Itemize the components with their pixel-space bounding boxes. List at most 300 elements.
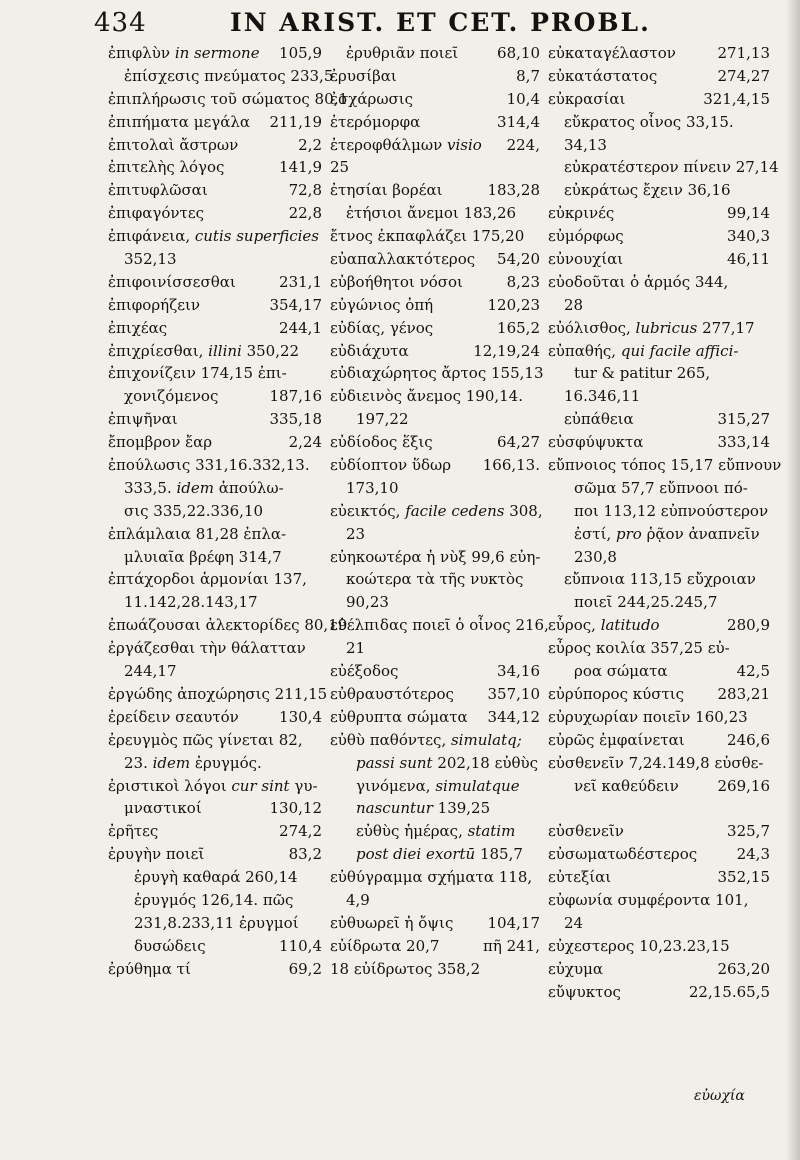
index-column-3 bbox=[548, 42, 782, 1003]
entry-term: εὐκαταγέλαστον bbox=[548, 44, 676, 62]
index-entry bbox=[330, 65, 540, 88]
entry-reference: 54,20 bbox=[497, 250, 540, 269]
index-entry bbox=[548, 385, 770, 408]
entry-reference: 69,2 bbox=[288, 959, 322, 978]
entry-term: εὐκράτως ἔχειν 36,16 bbox=[564, 181, 731, 200]
entry-term: ἐπιφάνεια, cutis superficies bbox=[108, 227, 319, 246]
index-entry bbox=[330, 202, 540, 225]
index-entry bbox=[108, 843, 322, 866]
entry-reference: 274,2 bbox=[279, 822, 322, 841]
index-entry bbox=[108, 431, 322, 454]
index-entry bbox=[330, 500, 543, 523]
entry-term: ἐριστικοὶ λόγοι cur sint γυ- bbox=[108, 776, 318, 795]
index-entry bbox=[330, 179, 540, 202]
entry-term: δυσώδεις bbox=[134, 936, 206, 955]
index-entry bbox=[548, 362, 770, 385]
index-entry bbox=[108, 935, 322, 958]
entry-term: εὐτεξίαι bbox=[548, 868, 612, 887]
index-entry bbox=[330, 797, 540, 820]
entry-reference: 335,18 bbox=[269, 410, 322, 429]
index-entry bbox=[108, 317, 322, 340]
entry-term: ἐρυγὴν ποιεῖ bbox=[108, 845, 205, 864]
index-entry bbox=[330, 156, 540, 179]
index-entry bbox=[108, 156, 322, 179]
entry-term: ἐπιφοινίσσεσθαι bbox=[108, 272, 236, 291]
index-entry bbox=[548, 752, 770, 775]
entry-term: εὔκρατος οἶνος 33,15. bbox=[564, 112, 734, 131]
entry-reference: 141,9 bbox=[279, 158, 322, 177]
entry-reference: 231,1 bbox=[279, 272, 322, 291]
entry-term: 23. idem ἐρυγμός. bbox=[124, 753, 262, 772]
entry-reference: 344,12 bbox=[487, 707, 540, 726]
index-entry bbox=[548, 317, 770, 340]
index-entry bbox=[548, 225, 770, 248]
entry-term: ἐπιπήματα μεγάλα bbox=[108, 112, 250, 131]
entry-reference: 8,23 bbox=[506, 272, 540, 291]
entry-term: ἐργάζεσθαι τὴν θάλατταν bbox=[108, 639, 306, 658]
entry-term: 230,8 bbox=[574, 547, 617, 566]
index-entry bbox=[330, 820, 540, 843]
entry-term: ἐπούλωσις 331,16.332,13. bbox=[108, 456, 310, 475]
page-header bbox=[0, 4, 800, 44]
index-entry bbox=[108, 88, 348, 111]
entry-term: εὐχυμα bbox=[548, 959, 603, 978]
index-entry bbox=[108, 775, 322, 798]
index-entry bbox=[108, 683, 328, 706]
entry-term: εὐδίοπτον ὕδωρ bbox=[330, 456, 452, 475]
entry-reference: 224, bbox=[506, 135, 540, 154]
entry-term: εὐόλισθος, lubricus 277,17 bbox=[548, 318, 755, 337]
index-entry bbox=[330, 294, 540, 317]
entry-term: 333,5. idem ἀπούλω- bbox=[124, 478, 284, 497]
entry-reference: 2,2 bbox=[298, 135, 322, 154]
index-entry bbox=[548, 88, 770, 111]
index-entry bbox=[330, 752, 540, 775]
entry-term: εὐκατάστατος bbox=[548, 66, 658, 85]
index-entry bbox=[330, 385, 540, 408]
entry-term: ἐπιχέας bbox=[108, 318, 168, 337]
entry-reference: πῆ 241, bbox=[482, 936, 540, 955]
index-entry bbox=[330, 134, 540, 157]
entry-reference: 246,6 bbox=[727, 730, 770, 749]
entry-term: ἐρευγμὸς πῶς γίνεται 82, bbox=[108, 730, 303, 749]
entry-term: 90,23 bbox=[346, 593, 389, 612]
index-entry bbox=[108, 340, 322, 363]
index-entry bbox=[108, 385, 322, 408]
entry-term: κοώτερα τὰ τῆς νυκτὸς bbox=[346, 570, 524, 589]
entry-term: ἐπιχονίζειν 174,15 ἐπι- bbox=[108, 364, 287, 383]
entry-reference: 357,10 bbox=[487, 684, 540, 703]
entry-term: ποι 113,12 εὐπνούστερον bbox=[574, 501, 769, 520]
entry-term: ἐστί, pro ῥᾷον ἀναπνεῖν bbox=[574, 524, 760, 543]
index-entry bbox=[548, 637, 770, 660]
index-entry bbox=[108, 42, 322, 65]
index-entry bbox=[548, 523, 770, 546]
index-entry bbox=[548, 500, 770, 523]
index-entry bbox=[330, 317, 540, 340]
entry-reference: 130,12 bbox=[269, 799, 322, 818]
index-entry bbox=[108, 134, 322, 157]
entry-term: ἐρείδειν σεαυτόν bbox=[108, 707, 239, 726]
index-entry bbox=[108, 820, 322, 843]
entry-reference: 211,19 bbox=[269, 112, 322, 131]
entry-term: ἐπιφλὺν in sermone bbox=[108, 44, 260, 62]
entry-reference: 274,27 bbox=[717, 66, 770, 85]
index-entry bbox=[548, 179, 770, 202]
entry-term: ἐτεροφθάλμων visio bbox=[330, 135, 482, 154]
index-entry bbox=[108, 523, 322, 546]
entry-reference: 83,2 bbox=[288, 845, 322, 864]
entry-term: εὐσθενεῖν bbox=[548, 822, 624, 841]
entry-term: 25 bbox=[330, 158, 350, 177]
entry-term: ἐτήσιοι ἄνεμοι 183,26 bbox=[346, 204, 517, 223]
entry-term: εὐδίας, γένος bbox=[330, 318, 434, 337]
entry-term: ἐπιτολαὶ ἄστρων bbox=[108, 135, 239, 154]
entry-term: εὐαπαλλακτότερος bbox=[330, 250, 476, 269]
entry-term: εὐθυωρεῖ ἡ ὄψις bbox=[330, 913, 454, 932]
entry-term: εὐρυχωρίαν ποιεῖν 160,23 bbox=[548, 707, 748, 726]
index-entry bbox=[330, 88, 540, 111]
entry-term: εὐμόρφως bbox=[548, 227, 624, 246]
entry-term: εὐχεστερος 10,23.23,15 bbox=[548, 936, 730, 955]
entry-term: ἐρυγὴ καθαρά 260,14 bbox=[134, 868, 298, 887]
entry-term: εὔπνοιος τόπος 15,17 εὔπνουν bbox=[548, 456, 782, 475]
index-entry bbox=[548, 797, 770, 820]
index-entry bbox=[108, 797, 322, 820]
entry-term: μναστικοί bbox=[124, 799, 202, 818]
index-entry bbox=[108, 706, 322, 729]
index-entry bbox=[330, 591, 540, 614]
entry-term: 34,13 bbox=[564, 135, 607, 154]
entry-term: ροα σώματα bbox=[574, 662, 668, 681]
index-entry bbox=[330, 958, 540, 981]
entry-term: εὐρύπορος κύστις bbox=[548, 684, 685, 703]
catchword: εὐωχία bbox=[694, 1088, 745, 1104]
entry-term: ἐπτάχορδοι ἁρμονίαι 137, bbox=[108, 570, 307, 589]
entry-term: εὔπνοια 113,15 εὔχροιαν bbox=[564, 570, 756, 589]
entry-term: 23 bbox=[346, 524, 366, 543]
index-entry bbox=[330, 42, 540, 65]
index-entry bbox=[330, 431, 540, 454]
entry-term: ἐπιπλήρωσις τοῦ σώματος 80,1 bbox=[108, 89, 348, 108]
entry-term: ἐρυσίβαι bbox=[330, 66, 397, 85]
entry-reference: 99,14 bbox=[727, 204, 770, 223]
entry-term: εὐσθενεῖν 7,24.149,8 εὐσθε- bbox=[548, 753, 764, 772]
entry-term: ἐσχάρωσις bbox=[330, 89, 414, 108]
index-entry bbox=[548, 935, 770, 958]
entry-term: ἐργώδης ἀποχώρησις 211,15 bbox=[108, 684, 328, 703]
index-entry bbox=[330, 775, 540, 798]
index-entry bbox=[108, 889, 322, 912]
entry-term: χονιζόμενος bbox=[124, 387, 219, 406]
running-head: IN ARIST. ET CET. PROBL. bbox=[230, 8, 651, 37]
index-entry bbox=[108, 546, 322, 569]
entry-reference: 104,17 bbox=[487, 913, 540, 932]
entry-reference: 105,9 bbox=[279, 44, 322, 62]
index-entry bbox=[548, 889, 770, 912]
index-entry bbox=[108, 660, 322, 683]
entry-term: εὐσφύψυκτα bbox=[548, 433, 644, 452]
entry-term: ἐπιφορήζειν bbox=[108, 295, 201, 314]
entry-reference: 46,11 bbox=[727, 250, 770, 269]
entry-term: ἔπομβρον ἔαρ bbox=[108, 433, 213, 452]
entry-term: ἐπιψῆναι bbox=[108, 410, 178, 429]
index-entry bbox=[548, 134, 770, 157]
index-entry bbox=[108, 202, 322, 225]
entry-term: ἐπιτυφλῶσαι bbox=[108, 181, 208, 200]
entry-reference: 72,8 bbox=[288, 181, 322, 200]
index-entry bbox=[108, 912, 322, 935]
index-entry bbox=[548, 775, 770, 798]
index-entry bbox=[548, 271, 770, 294]
entry-reference: 183,28 bbox=[487, 181, 540, 200]
entry-reference: 110,4 bbox=[279, 936, 322, 955]
index-entry bbox=[330, 111, 540, 134]
index-entry bbox=[548, 454, 782, 477]
entry-reference: 24,3 bbox=[736, 845, 770, 864]
index-entry bbox=[330, 912, 540, 935]
index-entry bbox=[108, 958, 322, 981]
index-entry bbox=[108, 271, 322, 294]
entry-reference: 2,24 bbox=[288, 433, 322, 452]
entry-term: εὐρῶς ἐμφαίνεται bbox=[548, 730, 685, 749]
entry-term: εὐνουχίαι bbox=[548, 250, 624, 269]
entry-reference: 166,13. bbox=[482, 456, 540, 475]
entry-term: 18 εὐίδρωτος 358,2 bbox=[330, 959, 481, 978]
index-entry bbox=[548, 248, 770, 271]
entry-reference: 64,27 bbox=[497, 433, 540, 452]
entry-reference: 269,16 bbox=[717, 776, 770, 795]
page-edge-shadow bbox=[786, 0, 800, 1160]
entry-reference: 333,14 bbox=[717, 433, 770, 452]
page-number: 434 bbox=[94, 8, 147, 38]
entry-term: ἐπιχρίεσθαι, illini 350,22 bbox=[108, 341, 300, 360]
entry-reference: 10,4 bbox=[506, 89, 540, 108]
entry-reference: 8,7 bbox=[516, 66, 540, 85]
index-entry bbox=[548, 202, 770, 225]
index-column-2 bbox=[330, 42, 549, 981]
entry-term: εὖρος κοιλία 357,25 εὐ- bbox=[548, 639, 730, 658]
index-entry bbox=[548, 111, 770, 134]
index-entry bbox=[108, 362, 322, 385]
entry-reference: 12,19,24 bbox=[473, 341, 540, 360]
index-entry bbox=[330, 568, 540, 591]
index-entry bbox=[330, 248, 540, 271]
entry-reference: 68,10 bbox=[497, 44, 540, 62]
entry-term: ποιεῖ 244,25.245,7 bbox=[574, 593, 718, 612]
index-entry bbox=[548, 408, 770, 431]
index-entry bbox=[108, 408, 322, 431]
index-entry bbox=[548, 912, 770, 935]
index-entry bbox=[108, 729, 322, 752]
entry-reference: 130,4 bbox=[279, 707, 322, 726]
index-entry bbox=[108, 248, 322, 271]
entry-reference: 22,15.65,5 bbox=[688, 982, 770, 1001]
entry-term: 244,17 bbox=[124, 662, 177, 681]
index-entry bbox=[548, 614, 770, 637]
index-entry bbox=[108, 591, 322, 614]
entry-term: μλυιαῖα βρέφη 314,7 bbox=[124, 547, 282, 566]
entry-term: 231,8.233,11 ἐρυγμοί bbox=[134, 913, 299, 932]
entry-term: nascuntur 139,25 bbox=[356, 799, 491, 818]
entry-term: ἐρύθημα τί bbox=[108, 959, 191, 978]
index-entry bbox=[548, 843, 770, 866]
entry-term: εὐθραυστότερος bbox=[330, 684, 454, 703]
entry-term: ἐρυγμός 126,14. πῶς bbox=[134, 890, 294, 909]
entry-term: σῶμα 57,7 εὔπνοοι πό- bbox=[574, 478, 748, 497]
entry-term: εὐδιαχώρητος ἄρτος 155,13 bbox=[330, 364, 544, 383]
entry-term: ἐπλάμλαια 81,28 ἐπλα- bbox=[108, 524, 287, 543]
index-entry bbox=[330, 935, 540, 958]
entry-term: passi sunt 202,18 εὐθὺς bbox=[356, 753, 539, 772]
index-entry bbox=[108, 225, 322, 248]
index-entry bbox=[108, 752, 322, 775]
entry-term: εὐίδρωτα 20,7 bbox=[330, 936, 440, 955]
index-entry bbox=[548, 591, 770, 614]
index-entry bbox=[330, 454, 540, 477]
index-entry bbox=[108, 454, 322, 477]
index-entry bbox=[548, 820, 770, 843]
entry-term: εὐθύγραμμα σχήματα 118, bbox=[330, 868, 533, 887]
entry-reference: 244,1 bbox=[279, 318, 322, 337]
entry-term: νεῖ καθεύδειν bbox=[574, 776, 679, 795]
entry-reference: 283,21 bbox=[717, 684, 770, 703]
index-entry bbox=[330, 225, 540, 248]
index-entry bbox=[330, 866, 540, 889]
entry-term: 197,22 bbox=[356, 410, 409, 429]
entry-term: post diei exortū 185,7 bbox=[356, 845, 523, 864]
entry-term: ἐπιφαγόντες bbox=[108, 204, 205, 223]
index-entry bbox=[108, 111, 322, 134]
index-entry bbox=[330, 408, 540, 431]
index-entry bbox=[548, 568, 770, 591]
entry-reference: 42,5 bbox=[736, 662, 770, 681]
entry-reference: 354,17 bbox=[269, 295, 322, 314]
index-entry bbox=[548, 706, 770, 729]
entry-term: εὔψυκτος bbox=[548, 982, 621, 1001]
entry-term: εὖρος, latitudo bbox=[548, 616, 660, 635]
entry-reference: 263,20 bbox=[717, 959, 770, 978]
entry-term: εὐθὺς ἡμέρας, statim bbox=[356, 822, 516, 841]
index-entry bbox=[108, 65, 334, 88]
index-entry bbox=[548, 156, 779, 179]
entry-reference: 165,2 bbox=[497, 318, 540, 337]
index-entry bbox=[108, 179, 322, 202]
index-entry bbox=[330, 477, 540, 500]
entry-reference: 325,7 bbox=[727, 822, 770, 841]
entry-term: ἔτνος ἐκπαφλάζει 175,20 bbox=[330, 227, 525, 246]
index-entry bbox=[548, 546, 770, 569]
entry-reference: 314,4 bbox=[497, 112, 540, 131]
index-entry bbox=[108, 568, 322, 591]
entry-reference: 315,27 bbox=[717, 410, 770, 429]
index-entry bbox=[330, 271, 540, 294]
entry-term: εὐκρατέστερον πίνειν 27,14 bbox=[564, 158, 779, 177]
entry-reference: 120,23 bbox=[487, 295, 540, 314]
index-entry bbox=[330, 637, 540, 660]
entry-reference: 22,8 bbox=[288, 204, 322, 223]
entry-term: εὐεικτός, facile cedens 308, bbox=[330, 501, 543, 520]
index-entry bbox=[330, 729, 540, 752]
entry-reference: 271,13 bbox=[717, 44, 770, 62]
entry-term: ἐτερόμορφα bbox=[330, 112, 421, 131]
entry-term: εὐθρυπτα σώματα bbox=[330, 707, 468, 726]
index-entry bbox=[548, 340, 770, 363]
index-entry bbox=[548, 660, 770, 683]
index-entry bbox=[548, 294, 770, 317]
entry-term: εὐφωνία συμφέροντα 101, bbox=[548, 890, 749, 909]
index-entry bbox=[330, 546, 540, 569]
index-entry bbox=[548, 683, 770, 706]
entry-reference: 340,3 bbox=[727, 227, 770, 246]
entry-term: tur & patitur 265, bbox=[574, 364, 711, 383]
entry-term: εὐγώνιος ὀπή bbox=[330, 295, 434, 314]
index-entry bbox=[108, 866, 322, 889]
index-entry bbox=[548, 729, 770, 752]
index-entry bbox=[330, 660, 540, 683]
entry-term: 173,10 bbox=[346, 478, 399, 497]
entry-term: εὐέλπιδας ποιεῖ ὁ οἶνος 216, bbox=[330, 616, 549, 635]
index-entry bbox=[548, 981, 770, 1004]
entry-term: εὐδιεινὸς ἄνεμος 190,14. bbox=[330, 387, 523, 406]
entry-reference: 321,4,15 bbox=[703, 89, 770, 108]
entry-term: εὐθὺ παθόντες, simulatq; bbox=[330, 730, 522, 749]
entry-term: σις 335,22.336,10 bbox=[124, 501, 264, 520]
index-entry bbox=[548, 866, 770, 889]
entry-term: εὐδιάχυτα bbox=[330, 341, 409, 360]
entry-term: εὐσωματωδέστερος bbox=[548, 845, 698, 864]
index-entry bbox=[548, 477, 770, 500]
entry-term: εὐπάθεια bbox=[564, 410, 634, 429]
entry-term: 28 bbox=[564, 295, 584, 314]
index-entry bbox=[108, 500, 322, 523]
entry-term: ἐτησίαι βορέαι bbox=[330, 181, 443, 200]
index-entry bbox=[330, 683, 540, 706]
index-entry bbox=[330, 889, 540, 912]
entry-term: 11.142,28.143,17 bbox=[124, 593, 258, 612]
entry-term: ἐπωάζουσαι ἀλεκτορίδες 80,19 bbox=[108, 616, 348, 635]
entry-term: εὐδίοδος ἕξις bbox=[330, 433, 433, 452]
entry-term: εὐηκοωτέρα ἡ νὺξ 99,6 εὐη- bbox=[330, 547, 541, 566]
entry-term: εὐπαθής, qui facile affici- bbox=[548, 341, 739, 360]
entry-term: εὐέξοδος bbox=[330, 662, 399, 681]
index-entry bbox=[548, 431, 770, 454]
entry-reference: 280,9 bbox=[727, 616, 770, 635]
entry-term: ἐπίσχεσις πνεύματος 233,5 bbox=[124, 66, 334, 85]
entry-term: 16.346,11 bbox=[564, 387, 641, 406]
index-entry bbox=[548, 958, 770, 981]
entry-term: ἐρῆτες bbox=[108, 822, 159, 841]
index-entry bbox=[330, 614, 549, 637]
index-entry bbox=[330, 523, 540, 546]
index-entry bbox=[108, 614, 348, 637]
entry-term: 352,13 bbox=[124, 250, 177, 269]
entry-reference: 187,16 bbox=[269, 387, 322, 406]
index-entry bbox=[108, 477, 322, 500]
index-entry bbox=[330, 340, 540, 363]
index-entry bbox=[548, 42, 770, 65]
entry-term: ἐρυθριᾶν ποιεῖ bbox=[346, 44, 459, 62]
entry-term: 21 bbox=[346, 639, 366, 658]
entry-term: γινόμενα, simulatque bbox=[356, 776, 520, 795]
entry-term: 4,9 bbox=[346, 890, 370, 909]
entry-term: 24 bbox=[564, 913, 584, 932]
index-entry bbox=[548, 65, 770, 88]
index-entry bbox=[108, 294, 322, 317]
entry-reference: 34,16 bbox=[497, 662, 540, 681]
entry-term: εὐβοήθητοι νόσοι bbox=[330, 272, 463, 291]
entry-term: εὐοδοῦται ὁ ἁρμός 344, bbox=[548, 272, 729, 291]
